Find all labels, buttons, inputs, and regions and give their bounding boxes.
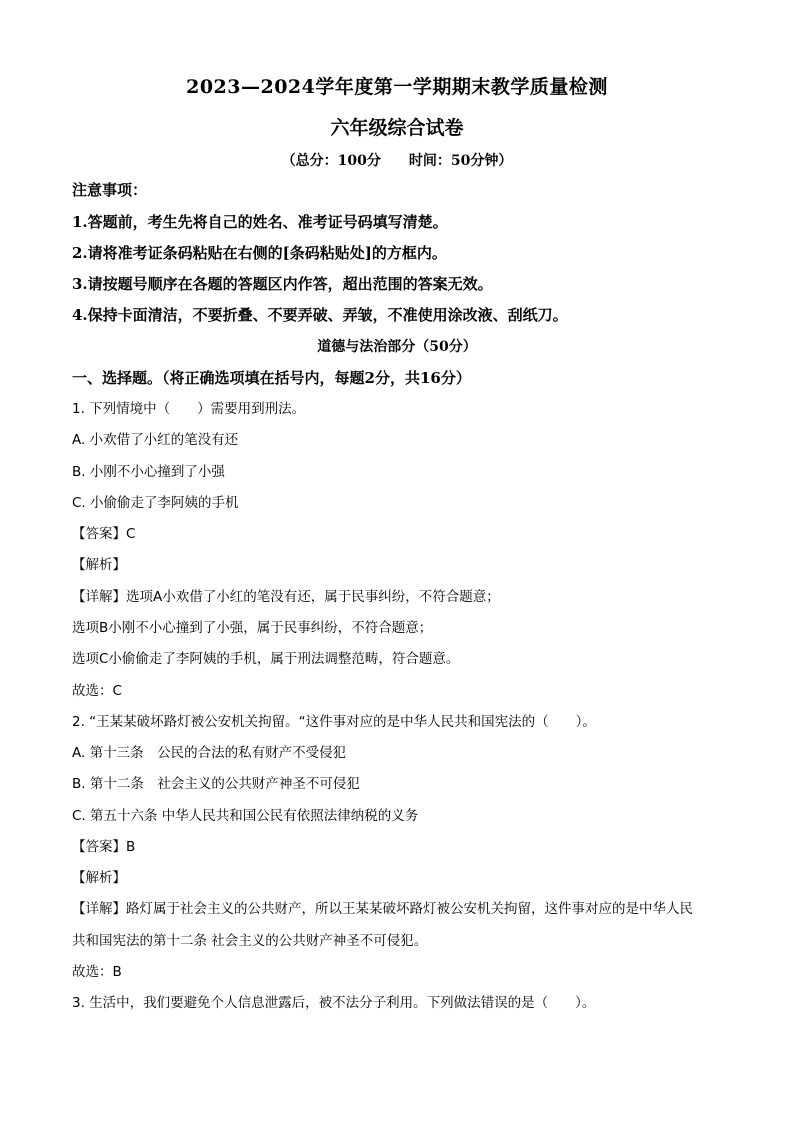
q1-choice: 故选：C [72, 683, 122, 699]
q1-detail-3: 选项C小偷偷走了李阿姨的手机，属于刑法调整范畴，符合题意。 [72, 651, 460, 667]
q2-option-c: C. 第五十六条 中华人民共和国公民有依照法律纳税的义务 [72, 808, 419, 824]
detail-text: 路灯属于社会主义的公共财产，所以王某某破坏路灯被公安机关拘留，这件事对应的是中华人民 [126, 901, 693, 917]
notice-item-2: 2.请将准考证条码粘贴在右侧的[条码粘贴处]的方框内。 [72, 244, 447, 262]
q2-answer [72, 837, 732, 857]
exam-title: 2023—2024学年度第一学期期末教学质量检测 [186, 76, 608, 98]
detail-label: 【详解】 [72, 589, 126, 605]
q1-detail-2: 选项B小刚不小心撞到了小强，属于民事纠纷，不符合题意； [72, 620, 433, 636]
q2-analysis-label: 【解析】 [72, 870, 126, 886]
notice-item-3: 3.请按题号顺序在各题的答题区内作答，超出范围的答案无效。 [72, 275, 493, 293]
q1-detail-1 [72, 587, 732, 607]
section-title: 道德与法治部分（50分） [317, 339, 477, 355]
notice-heading: 注意事项： [72, 181, 148, 199]
q2-stem: 2. “王某某破坏路灯被公安机关拘留。“这件事对应的是中华人民共和国宪法的（ ）。 [72, 714, 596, 730]
q2-detail-1 [72, 899, 732, 919]
q1-option-a: A. 小欢借了小红的笔没有还 [72, 432, 239, 448]
q1-answer [72, 524, 732, 544]
q2-choice: 故选：B [72, 964, 122, 980]
detail-label: 【详解】 [72, 901, 126, 917]
q1-option-c: C. 小偷偷走了李阿姨的手机 [72, 495, 239, 511]
notice-item-4: 4.保持卡面清洁，不要折叠、不要弄破、弄皱，不准使用涂改液、刮纸刀。 [72, 306, 568, 324]
part-title: 一、选择题。（将正确选项填在括号内，每题2分，共16分） [72, 369, 471, 387]
exam-subtitle: 六年级综合试卷 [330, 117, 464, 139]
answer-value: B [126, 839, 136, 855]
q2-detail-2: 共和国宪法的第十二条 社会主义的公共财产神圣不可侵犯。 [72, 933, 428, 949]
q1-option-b: B. 小刚不小心撞到了小强 [72, 464, 225, 480]
exam-meta: （总分：100分 时间：50分钟） [281, 153, 513, 169]
answer-value: C [126, 526, 136, 542]
q1-analysis-label: 【解析】 [72, 557, 126, 573]
q2-option-a: A. 第十三条 公民的合法的私有财产不受侵犯 [72, 745, 347, 761]
q2-option-b: B. 第十二条 社会主义的公共财产神圣不可侵犯 [72, 776, 360, 792]
answer-label: 【答案】 [72, 526, 126, 542]
q1-stem: 1. 下列情境中（ ）需要用到刑法。 [72, 401, 306, 417]
detail-text: 选项A小欢借了小红的笔没有还，属于民事纠纷，不符合题意； [126, 589, 500, 605]
notice-item-1: 1.答题前，考生先将自己的姓名、准考证号码填写清楚。 [72, 213, 448, 231]
answer-label: 【答案】 [72, 839, 126, 855]
q3-stem: 3. 生活中，我们要避免个人信息泄露后，被不法分子利用。下列做法错误的是（ ）。 [72, 995, 596, 1011]
